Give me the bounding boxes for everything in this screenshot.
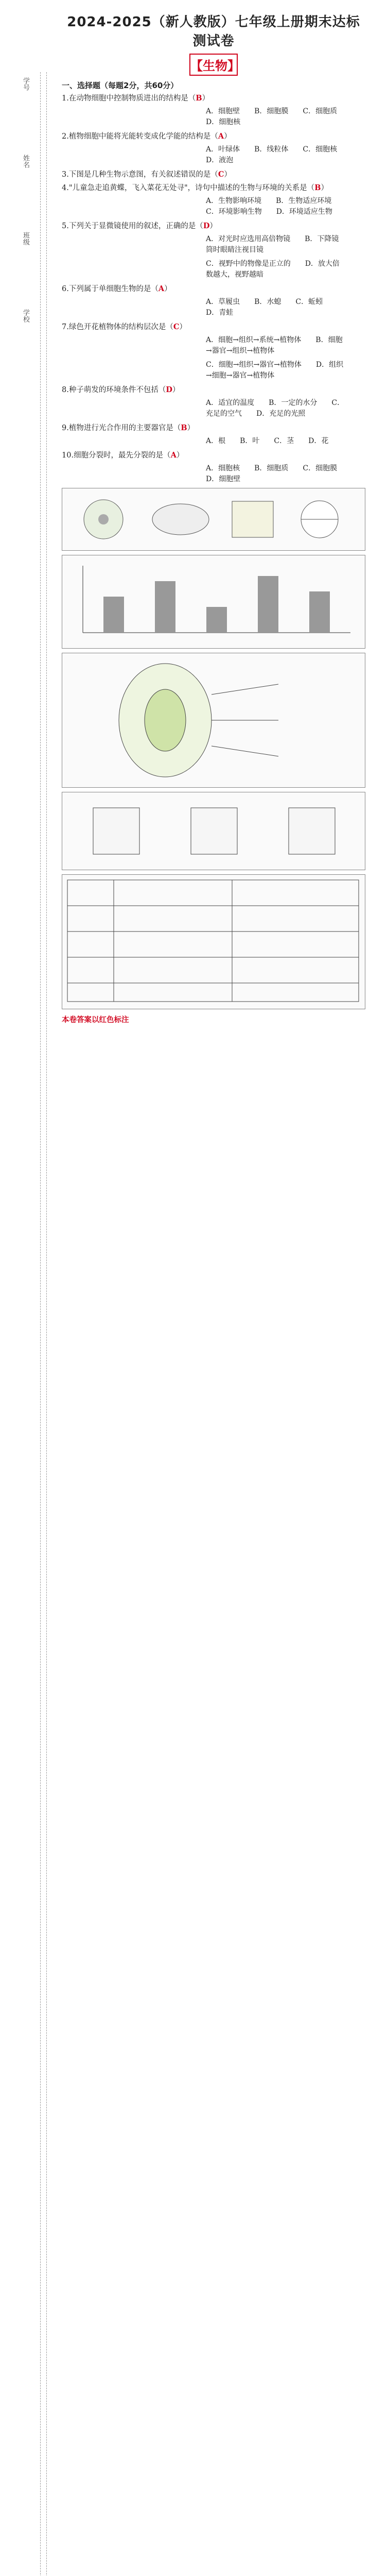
figure-seed-structure: [62, 653, 365, 788]
figure-bar: [155, 581, 175, 633]
question-item: [62, 321, 365, 333]
answer-mark: B: [181, 423, 187, 432]
question-text: 下列属于单细胞生物的是（: [68, 285, 158, 293]
question-text: A．根 B．叶 C．茎 D．花: [206, 437, 329, 445]
question-options: [67, 360, 365, 381]
question-item: [62, 450, 365, 461]
binding-label-school: 学校: [22, 309, 29, 323]
question-options: [67, 106, 365, 128]
question-text: 下列关于显微镜使用的叙述，正确的是（: [68, 222, 203, 230]
question-item: [62, 182, 365, 194]
organism-figure-svg: [62, 488, 365, 549]
question-list: [62, 93, 365, 485]
question-tail: ）: [224, 132, 232, 141]
question-number: 3.: [62, 171, 69, 179]
figure-jar: [93, 808, 139, 854]
answer-mark: A: [158, 284, 165, 293]
question-item: [62, 422, 365, 434]
exam-subject: 【生物】: [189, 54, 238, 76]
binding-label-name: 姓名: [22, 155, 29, 168]
question-options: [67, 463, 365, 485]
question-options: [67, 398, 365, 419]
table-figure-svg: [62, 875, 365, 1008]
figure-pointer: [212, 746, 278, 756]
question-options: [67, 335, 365, 357]
figure-bar: [103, 597, 124, 633]
question-options: [67, 234, 365, 256]
question-number: 7.: [62, 323, 69, 331]
question-tail: ）: [176, 451, 184, 460]
question-tail: ）: [164, 285, 172, 293]
question-text: A．细胞壁 B．细胞膜 C．细胞质 D．细胞核: [206, 107, 352, 126]
answer-mark: D: [166, 385, 172, 394]
question-text: 植物进行光合作用的主要器官是（: [68, 424, 181, 432]
section-1-heading: 一、选择题（每题2分，共60分）: [62, 81, 179, 90]
binding-label-id: 学号: [22, 77, 29, 91]
question-options: [67, 436, 365, 447]
exam-title: 2024-2025（新人教版）七年级上册期末达标测试卷: [67, 14, 360, 49]
question-item: [62, 131, 365, 142]
figure-bar: [258, 576, 278, 633]
figure-jar: [191, 808, 237, 854]
footer-note: 本卷答案以红色标注: [62, 1015, 129, 1024]
question-tail: ）: [209, 222, 217, 230]
question-number: 2.: [62, 132, 69, 141]
figure-pointer: [212, 684, 278, 694]
question-text: C．视野中的物像是正立的 D．放大倍数越大，视野越暗: [206, 260, 340, 279]
question-tail: ）: [321, 184, 328, 192]
question-item: [62, 169, 365, 180]
figure-organisms: [62, 488, 365, 551]
question-item: [62, 283, 365, 295]
question-number: 10.: [62, 451, 74, 460]
figure-nucleus-a: [98, 514, 109, 524]
binding-strip: [0, 0, 56, 2576]
question-item: [62, 221, 365, 232]
figure-answer-table: [62, 874, 365, 1009]
figure-bar: [206, 607, 227, 633]
question-text: 植物细胞中能将光能转变成化学能的结构是（: [68, 132, 218, 141]
exam-content: [62, 0, 365, 1028]
figure-table-border: [67, 880, 359, 1002]
figure-chart-region: [62, 555, 365, 649]
binding-line: [46, 72, 47, 2576]
figure-jar: [289, 808, 335, 854]
question-tail: ）: [187, 424, 195, 432]
answer-mark: C: [218, 170, 224, 179]
question-text: A．叶绿体 B．线粒体 C．细胞核 D．液泡: [206, 145, 352, 164]
question-text: 细胞分裂时，最先分裂的是（: [74, 451, 171, 460]
question-text: "儿童急走追黄蝶，飞入菜花无处寻"，诗句中描述的生物与环境的关系是（: [68, 184, 315, 192]
question-options: [67, 259, 365, 280]
question-tail: ）: [202, 94, 210, 103]
question-tail: ）: [172, 386, 180, 394]
question-tail: ）: [179, 323, 187, 331]
figure-experiment: [62, 792, 365, 870]
question-text: A．适宜的温度 B．一定的水分 C．充足的空气 D．充足的光照: [206, 399, 345, 418]
question-options: [67, 196, 365, 217]
question-text: 在动物细胞中控制物质进出的结构是（: [68, 94, 196, 103]
binding-label-class: 班级: [22, 232, 29, 245]
question-text: A．生物影响环境 B．生物适应环境 C．环境影响生物 D．环境适应生物: [206, 197, 346, 216]
figure-cell-b: [152, 504, 209, 535]
question-text: A．细胞→组织→系统→植物体 B．细胞→器官→组织→植物体: [206, 336, 343, 355]
question-number: 5.: [62, 222, 69, 230]
question-text: C．细胞→组织→器官→植物体 D．组织→细胞→器官→植物体: [206, 361, 344, 380]
answer-mark: D: [203, 222, 210, 230]
question-options: [67, 144, 365, 166]
question-number: 4.: [62, 184, 69, 192]
question-text: A．细胞核 B．细胞质 C．细胞膜 D．细胞壁: [206, 464, 352, 483]
answer-mark: B: [196, 94, 202, 103]
answer-mark: A: [170, 451, 177, 460]
answer-mark: C: [173, 323, 180, 331]
question-number: 6.: [62, 285, 69, 293]
answer-mark: A: [218, 132, 224, 141]
experiment-figure-svg: [62, 792, 365, 869]
question-number: 8.: [62, 386, 69, 394]
bar-figure-svg: [62, 555, 365, 647]
binding-line: [40, 72, 41, 2576]
question-text: 下图是几种生物示意图，有关叙述错误的是（: [68, 171, 218, 179]
question-text: 种子萌发的环境条件不包括（: [68, 386, 166, 394]
question-item: [62, 384, 365, 396]
figure-bar: [309, 591, 330, 633]
question-options: [67, 297, 365, 318]
question-text: A．对光时应选用高倍物镜 B．下降镜筒时眼睛注视目镜: [206, 235, 339, 254]
question-number: 1.: [62, 94, 69, 103]
seed-figure-svg: [62, 653, 365, 786]
question-text: A．草履虫 B．水螅 C．蚯蚓 D．青蛙: [206, 298, 338, 317]
figure-embryo: [145, 689, 186, 751]
question-item: [62, 93, 365, 104]
question-tail: ）: [224, 171, 232, 179]
question-text: 绿色开花植物体的结构层次是（: [68, 323, 173, 331]
figure-cell-c: [232, 501, 273, 537]
question-number: 9.: [62, 424, 69, 432]
answer-mark: B: [314, 183, 321, 192]
